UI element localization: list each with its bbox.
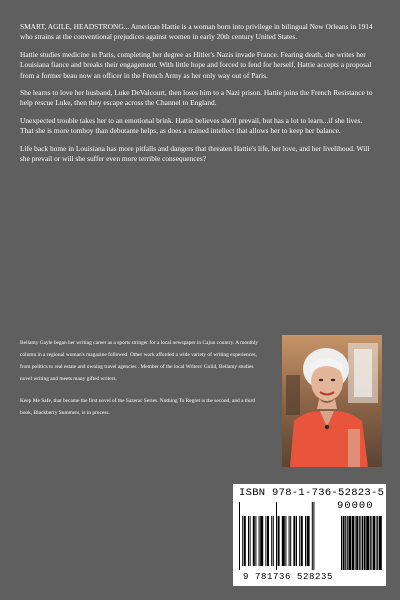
- barcode-bar: [289, 516, 290, 566]
- blurb-paragraph-2: Hattie studies medicine in Paris, completing her degree as Hitler's Nazis invade France. Fearing death, she writes her Louisiana fiance and breaks their engagement. With little hope and forced to fend for herself, Hattie accepts a proposal from a former beau now an officer in the French Army as her only way out of Paris.: [20, 49, 372, 80]
- author-bio: Bellamy Gayle began her writing career as a sports stringer for a local newspaper in Cajun country. A monthly column in a regional woman's magazine followed. Other work afforded a wide variety of writing experiences, from politics to real estate and owning travel agencies . Member of the local Writers' Guild, Bellamy studies novel writing and meets many gifted writers.: [20, 340, 259, 382]
- back-cover-blurb: [20, 22, 376, 171]
- series-note: Keep Me Safe, that became the first novel of the Sazerac Series. Nothing To Regret is the second, and a third book, Blackberry Summers, is in process.: [20, 398, 255, 416]
- addon-bar: [377, 516, 378, 570]
- barcode-bar: [242, 516, 243, 566]
- barcode-bar: [296, 516, 297, 566]
- addon-bar: [373, 516, 375, 570]
- addon-bar: [366, 516, 369, 570]
- addon-bar: [379, 516, 382, 570]
- addon-bar: [359, 516, 360, 570]
- addon-bar: [355, 516, 356, 570]
- addon-bar: [348, 516, 351, 570]
- barcode-bar: [259, 516, 260, 566]
- addon-bar: [352, 516, 354, 570]
- barcode-bar: [301, 516, 303, 566]
- addon-bar: [345, 516, 346, 570]
- barcode-bar: [267, 516, 269, 566]
- barcode-bar: [312, 502, 313, 570]
- barcode-bar: [239, 502, 240, 570]
- barcode-bar: [265, 516, 266, 566]
- blurb-paragraph-4: Unexpected trouble takes her to an emotional brink. Hattie believes she'll prevail, but has a lot to learn...if she lives. That she is more tomboy than debutante helps, as does a trained intellect that allows her to keep her balance.: [20, 115, 363, 136]
- barcode-bar: [278, 516, 280, 566]
- addon-bar: [347, 516, 348, 570]
- barcode-bar: [244, 516, 246, 566]
- addon-bar: [362, 516, 363, 570]
- addon-bar: [356, 516, 358, 570]
- barcode-bar: [255, 516, 256, 566]
- barcode-bar: [250, 516, 251, 566]
- barcode-bar: [248, 516, 249, 566]
- barcode-bar: [305, 516, 306, 566]
- barcode-bars: [237, 502, 383, 570]
- price-addon: 90000: [337, 500, 374, 512]
- barcode-bar: [313, 502, 314, 570]
- isbn-barcode: [233, 484, 386, 586]
- author-photo-image: [282, 335, 382, 467]
- addon-bar: [364, 516, 366, 570]
- barcode-bar: [285, 516, 286, 566]
- addon-bar: [360, 516, 361, 570]
- blurb-paragraph-3: She learns to love her husband, Luke DeValcourt, then loses him to a Nazi prison. Hattie joins the French Resistance to help rescue Luke, then they escape across the Channel to England.: [20, 88, 373, 108]
- isbn-text: ISBN 978-1-736-52823-5: [239, 487, 385, 499]
- author-photo: [282, 335, 382, 467]
- barcode-bar: [273, 516, 274, 566]
- addon-bar: [343, 516, 345, 570]
- barcode-bar: [299, 516, 300, 566]
- addon-bar: [371, 516, 372, 570]
- barcode-bar: [293, 516, 295, 566]
- addon-bar: [370, 516, 371, 570]
- blurb-paragraph-1: SMART, AGILE, HEADSTRONG... American Hattie is a woman born into privilege in bilingual New Orleans in 1914 who strains at the conventional prejudices against women in early 20th century United States.: [20, 22, 373, 42]
- author-bio-section: [20, 337, 263, 429]
- barcode-bar: [290, 516, 291, 566]
- blurb-paragraph-5: Life back home in Louisiana has more pitfalls and dangers that threaten Hattie's life, her love, and her livelihood. Will she prevail or will she suffer even more terrible consequences?: [20, 143, 370, 164]
- barcode-bar: [282, 516, 285, 566]
- barcode-bar: [260, 516, 263, 566]
- barcode-bar: [271, 516, 272, 566]
- addon-bar: [341, 516, 342, 570]
- barcode-bar: [307, 516, 310, 566]
- addon-bar: [376, 516, 377, 570]
- ean-digits: 9 781736 528235: [243, 572, 334, 582]
- barcode-bar: [253, 516, 255, 566]
- barcode-bar: [276, 502, 277, 570]
